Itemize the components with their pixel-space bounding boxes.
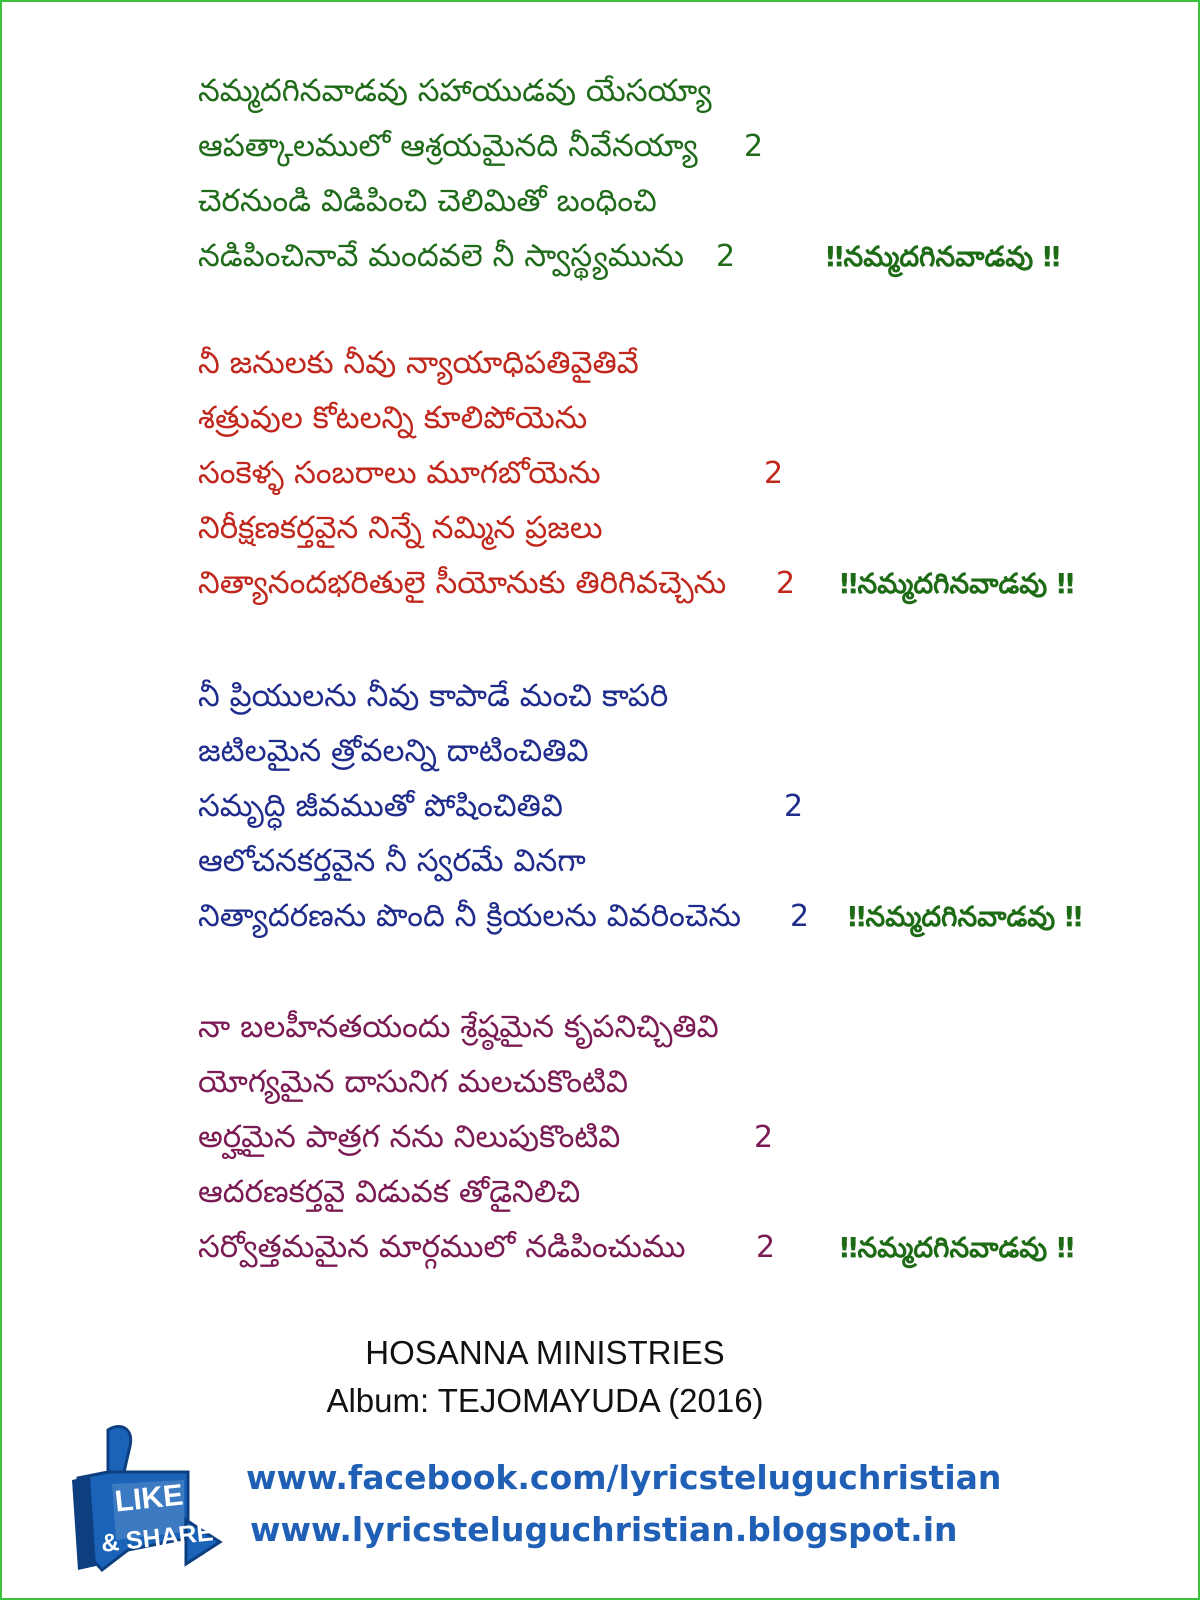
- lyric-text: అర్హమైన పాత్రగ నను నిలుపుకొంటివి: [198, 1119, 621, 1155]
- lyric-text: సమృద్ధి జీవముతో పోషించితివి: [198, 788, 563, 824]
- repeat-count: 2: [764, 456, 784, 491]
- lyric-text: ఆలోచనకర్తవైన నీ స్వరమే వినగా: [198, 843, 586, 879]
- repeat-count: 2: [754, 1120, 774, 1155]
- repeat-count: 2: [784, 789, 804, 824]
- blog-link[interactable]: www.lyricsteluguchristian.blogspot.in: [250, 1510, 958, 1549]
- ministry-name: HOSANNA MINISTRIES: [365, 1334, 725, 1371]
- facebook-link[interactable]: www.facebook.com/lyricsteluguchristian: [246, 1458, 1002, 1497]
- lyric-line: [198, 1000, 1158, 1055]
- lyric-line: [198, 336, 1158, 391]
- badge-share-text: & SHARE: [99, 1518, 215, 1558]
- chorus-reference: ‼నమ్మదగినవాడవు ‼: [840, 567, 1075, 600]
- lyric-text: నడిపించినావే మందవలె నీ స్వాస్థ్యమును: [198, 238, 684, 274]
- lyric-line: [198, 1165, 1158, 1220]
- lyric-line: [198, 779, 1158, 834]
- lyric-text: యోగ్యమైన దాసునిగ మలచుకొంటివి: [198, 1064, 629, 1100]
- lyric-text: చెరనుండి విడిపించి చెలిమితో బంధించి: [198, 183, 657, 219]
- lyric-text: నిరీక్షణకర్తవైన నిన్నే నమ్మిన ప్రజలు: [198, 510, 603, 546]
- chorus-reference: ‼నమ్మదగినవాడవు ‼: [848, 900, 1083, 933]
- stanza-1: [198, 64, 1158, 284]
- badge-like-text: LIKE: [113, 1478, 185, 1519]
- lyric-line: [198, 391, 1158, 446]
- lyric-text: ఆదరణకర్తవై విడువక తోడైనిలిచి: [198, 1174, 581, 1210]
- repeat-count: 2: [744, 129, 764, 164]
- lyric-line: [198, 1220, 1158, 1275]
- lyric-line: [198, 501, 1158, 556]
- lyric-line: [198, 119, 1158, 174]
- repeat-count: 2: [790, 899, 810, 934]
- chorus-reference: ‼నమ్మదగినవాడవు ‼: [826, 240, 1061, 273]
- album-title: Album: TEJOMAYUDA (2016): [326, 1382, 764, 1419]
- lyric-line: [198, 446, 1158, 501]
- chorus-reference: ‼నమ్మదగినవాడవు ‼: [840, 1231, 1075, 1264]
- lyric-line: [198, 229, 1158, 284]
- repeat-count: 2: [716, 239, 736, 274]
- lyric-text: నిత్యానందభరితులై సీయోనుకు తిరిగివచ్చెను: [198, 565, 727, 601]
- stanza-3: [198, 669, 1158, 944]
- lyric-text: సంకెళ్ళ సంబరాలు మూగబోయెను: [198, 455, 601, 491]
- repeat-count: 2: [776, 566, 796, 601]
- lyric-line: [198, 556, 1158, 611]
- lyric-line: [198, 1110, 1158, 1165]
- lyric-text: నీ ప్రియులను నీవు కాపాడే మంచి కాపరి: [198, 678, 669, 714]
- lyric-text: సర్వోత్తమమైన మార్గములో నడిపించుము: [198, 1229, 686, 1265]
- lyric-line: [198, 1055, 1158, 1110]
- lyric-line: [198, 889, 1158, 944]
- lyric-text: జటిలమైన త్రోవలన్ని దాటించితివి: [198, 733, 589, 769]
- lyric-line: [198, 834, 1158, 889]
- lyric-text: శత్రువుల కోటలన్ని కూలిపోయెను: [198, 400, 588, 436]
- like-share-badge[interactable]: [68, 1420, 228, 1576]
- repeat-count: 2: [756, 1230, 776, 1265]
- lyric-text: ఆపత్కాలములో ఆశ్రయమైనది నీవేనయ్యా: [198, 128, 698, 164]
- lyric-text: నీ జనులకు నీవు న్యాయాధిపతివైతివే: [198, 345, 639, 381]
- lyric-text: నా బలహీనతయందు శ్రేష్ఠమైన కృపనిచ్చితివి: [198, 1009, 719, 1045]
- stanza-2: [198, 336, 1158, 611]
- lyric-line: [198, 669, 1158, 724]
- lyric-text: నిత్యాదరణను పొంది నీ క్రియలను వివరించెను: [198, 898, 741, 934]
- lyric-line: [198, 64, 1158, 119]
- lyric-line: [198, 724, 1158, 779]
- lyric-text: నమ్మదగినవాడవు సహాయుడవు యేసయ్యా: [198, 73, 712, 109]
- lyric-line: [198, 174, 1158, 229]
- stanza-4: [198, 1000, 1158, 1275]
